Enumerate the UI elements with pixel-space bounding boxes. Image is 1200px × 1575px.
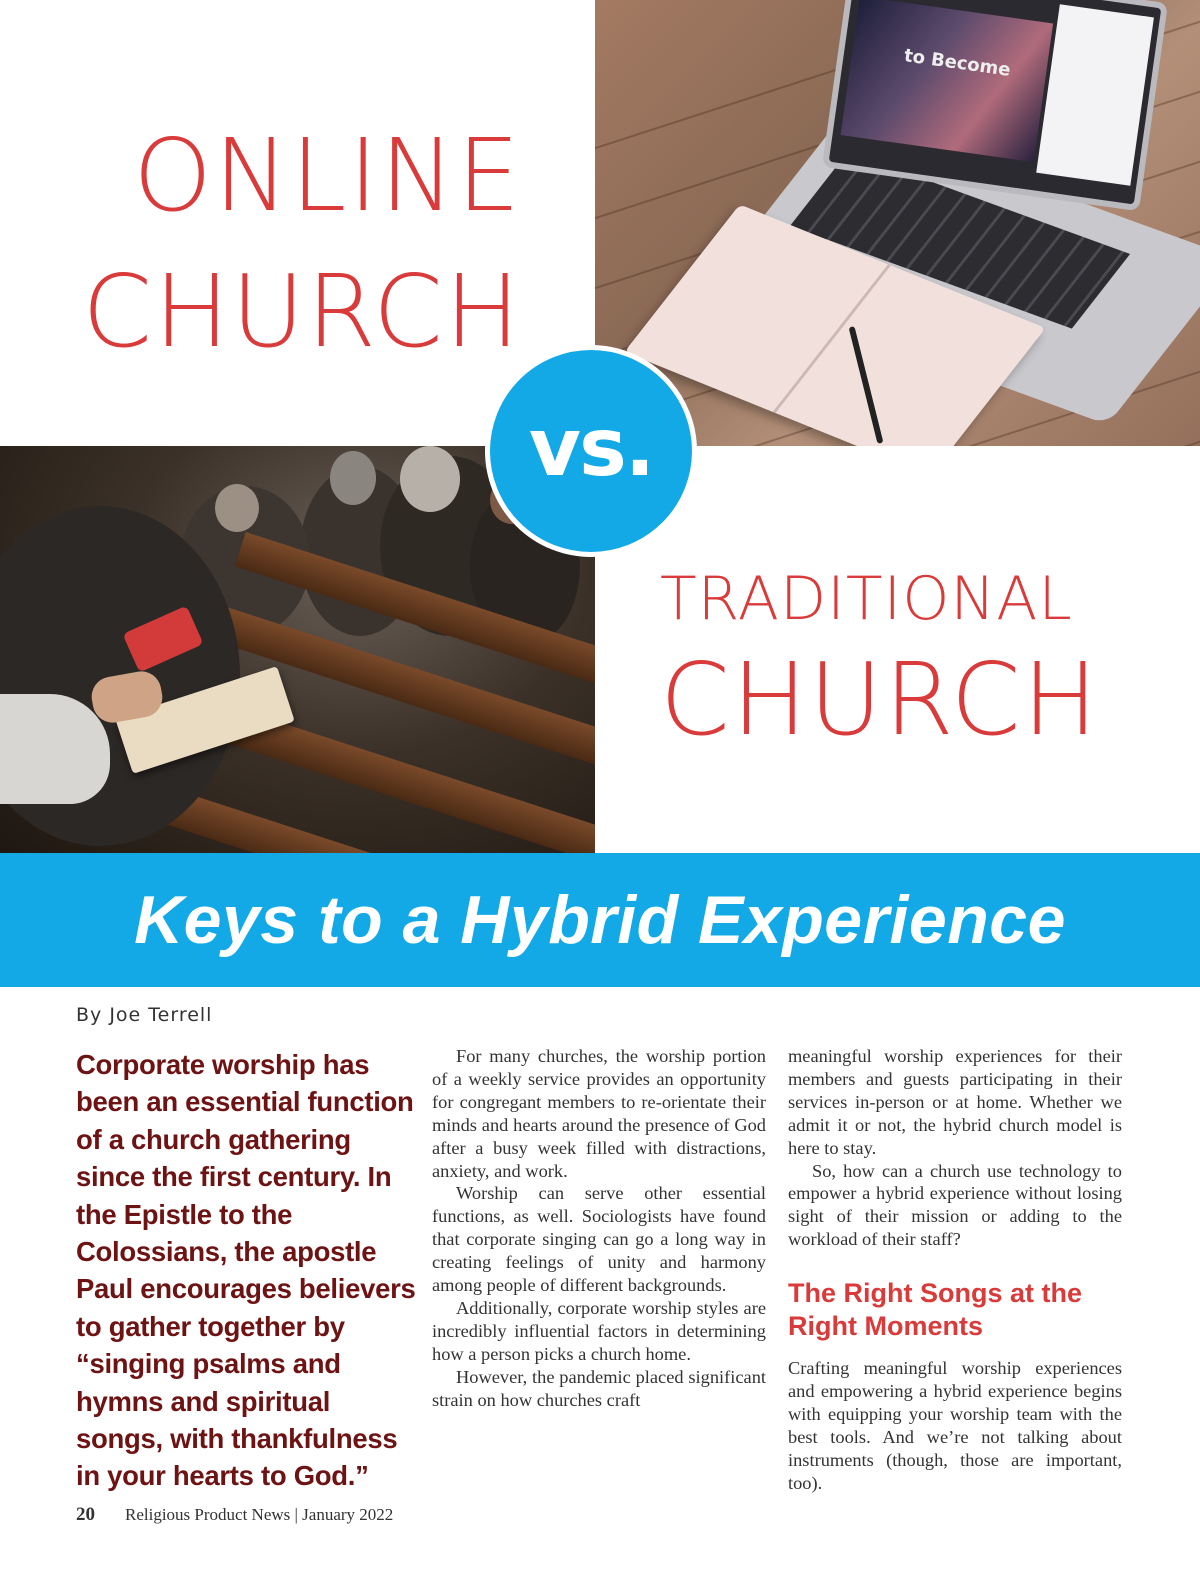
paragraph: For many churches, the worship portion of a weekly service provides an opportunity for congregant members to re-orientate their minds and hearts around the presence of God after a busy week filled with distractions, anxiety, and work. bbox=[432, 1046, 766, 1181]
pull-quote: Corporate worship has been an essential function of a church gathering since the first century. In the Epistle to the Colossians, the apostle Paul encourages believers to gather together by “singing psalms and hymns and spiritual songs, with thankfulness in your hearts to God.” bbox=[76, 1049, 416, 1492]
online-title-line1: ONLINE bbox=[133, 117, 522, 234]
headline: Keys to a Hybrid Experience bbox=[134, 882, 1066, 958]
article-column-2 bbox=[432, 1045, 766, 1412]
vs-badge bbox=[485, 345, 697, 557]
headline-banner bbox=[0, 853, 1200, 987]
online-church-title bbox=[52, 108, 522, 380]
paragraph: Worship can serve other essential functions, as well. Sociologists have found that corporate singing can go a long way in creating feelings of unity and harmony among people of different backgrounds. bbox=[432, 1183, 766, 1296]
vs-label: vs. bbox=[528, 400, 654, 494]
page-number: 20 bbox=[76, 1504, 95, 1525]
traditional-title-line1: TRADITIONAL bbox=[660, 564, 1073, 634]
article-column-3 bbox=[788, 1045, 1122, 1495]
paragraph: Additionally, corporate worship styles are incredibly influential factors in determining how a person picks a church home. bbox=[432, 1297, 766, 1364]
paragraph: However, the pandemic placed significant strain on how churches craft bbox=[432, 1366, 766, 1410]
livestream-video bbox=[841, 0, 1054, 162]
traditional-church-title bbox=[660, 565, 1100, 759]
byline: By Joe Terrell bbox=[76, 1004, 213, 1026]
paragraph: So, how can a church use technology to empower a hybrid experience without losing sight of their mission or adding to the workload of their staff? bbox=[788, 1160, 1122, 1250]
page-footer bbox=[76, 1504, 393, 1526]
paragraph: Crafting meaningful worship experiences and empowering a hybrid experience begins with equipping your worship team with the best tools. And we’re not talking about instruments (though, those are important, too). bbox=[788, 1358, 1122, 1493]
section-subheading: The Right Songs at the Right Moments bbox=[788, 1278, 1082, 1342]
traditional-title-line2: CHURCH bbox=[660, 641, 1100, 758]
laptop-photo bbox=[595, 0, 1200, 446]
paragraph: meaningful worship experiences for their members and guests participating in their services in-person or at home. Whether we admit it or not, the hybrid church model is here to stay. bbox=[788, 1046, 1122, 1158]
publication-info: Religious Product News | January 2022 bbox=[125, 1505, 394, 1524]
online-title-line2: CHURCH bbox=[82, 253, 522, 370]
livestream-caption: to Become bbox=[902, 45, 1012, 81]
livestream-chat bbox=[1036, 4, 1154, 186]
